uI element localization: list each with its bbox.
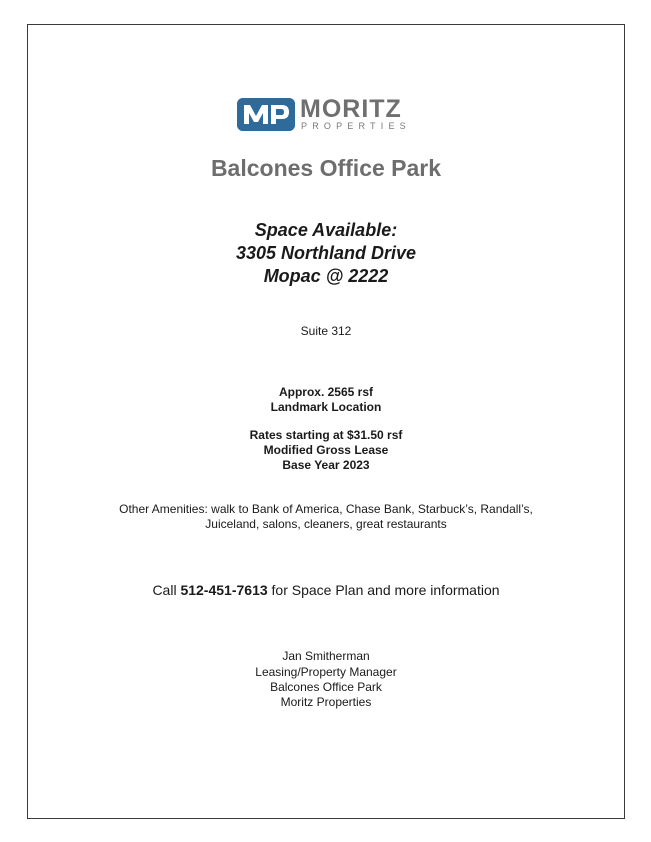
detail-rates: Rates starting at $31.50 rsf xyxy=(249,428,403,442)
contact-name: Jan Smitherman xyxy=(282,649,370,663)
page-title: Balcones Office Park xyxy=(210,155,442,181)
amenities-line-1: Other Amenities: walk to Bank of America, Chase Bank, Starbuck’s, Randall’s, xyxy=(119,502,533,516)
phone-number: 512-451-7613 xyxy=(180,582,268,598)
suite-number: Suite 312 xyxy=(300,324,352,338)
amenities-line-2: Juiceland, salons, cleaners, great restaurants xyxy=(205,517,447,531)
contact-role: Leasing/Property Manager xyxy=(255,665,397,679)
logo-word: MORITZ xyxy=(300,95,402,123)
logo-subtitle: PROPERTIES xyxy=(301,121,411,131)
contact-park: Balcones Office Park xyxy=(270,680,382,694)
headline-cross-street: Mopac @ 2222 xyxy=(263,266,389,286)
mp-monogram-icon xyxy=(237,98,295,131)
detail-lease-type: Modified Gross Lease xyxy=(263,443,389,457)
detail-size: Approx. 2565 rsf xyxy=(278,385,374,399)
call-prefix: Call xyxy=(152,582,181,598)
headline-space-available: Space Available: xyxy=(254,220,398,240)
contact-company: Moritz Properties xyxy=(280,695,372,709)
logo-mark xyxy=(237,98,295,131)
headline-address: 3305 Northland Drive xyxy=(235,243,417,263)
detail-base-year: Base Year 2023 xyxy=(282,458,370,472)
moritz-logo xyxy=(237,95,427,134)
call-suffix: for Space Plan and more information xyxy=(267,582,500,598)
call-to-action xyxy=(27,582,625,598)
detail-location: Landmark Location xyxy=(270,400,382,414)
